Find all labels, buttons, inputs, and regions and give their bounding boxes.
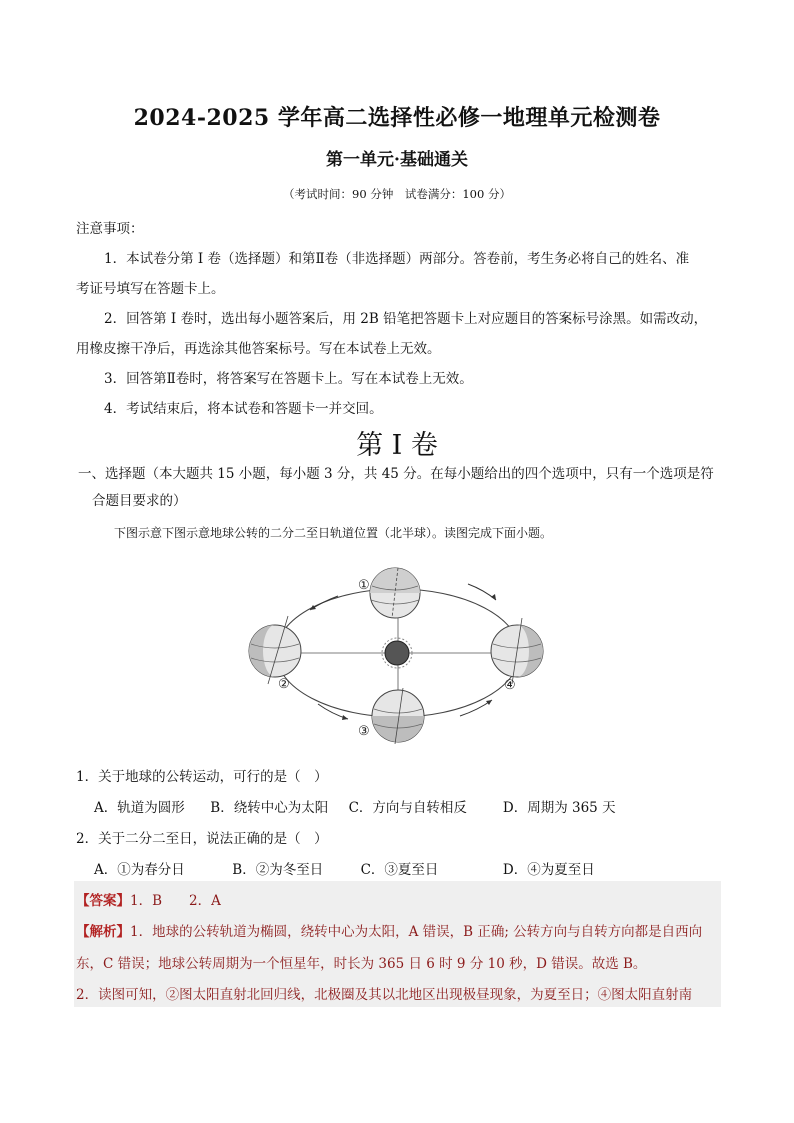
answer-line	[76, 889, 221, 909]
option-c[interactable]: C．③夏至日	[360, 862, 439, 878]
earth-icon	[370, 568, 420, 618]
position-label-4: ④	[504, 678, 516, 693]
analysis-tag: 【解析】	[76, 924, 130, 940]
answer-text: 1．B 2．A	[130, 893, 221, 909]
volume-title: 第 I 卷	[356, 430, 438, 461]
analysis-line: 2．读图可知，②图太阳直射北回归线，北极圈及其以北地区出现极昼现象，为夏至日；④图太阳直射南	[76, 987, 693, 1003]
section-line: 一、选择题（本大题共 15 小题，每小题 3 分，共 45 分。在每小题给出的四个选项中，只有一个选项是符	[78, 466, 714, 482]
earth-orbit-diagram	[240, 556, 560, 748]
analysis-line	[76, 920, 702, 940]
section-heading	[78, 461, 723, 515]
note-item: 4．考试结束后，将本试卷和答题卡一并交回。	[104, 401, 383, 417]
section-line: 合题目要求的）	[92, 493, 187, 509]
option-d[interactable]: D．周期为 365 天	[502, 800, 616, 816]
earth-icon	[491, 618, 543, 684]
option-b[interactable]: B．②为冬至日	[232, 862, 324, 878]
question-stem: 1．关于地球的公转运动，可行的是（ ）	[76, 769, 328, 785]
option-a[interactable]: A．轨道为圆形	[94, 800, 185, 816]
analysis-line: 东，C 错误；地球公转周期为一个恒星年，时长为 365 日 6 时 9 分 10 秒，D 错误。故选 B。	[76, 956, 647, 972]
exam-info: （考试时间：90 分钟 试卷满分：100 分）	[283, 187, 511, 201]
note-item: 3．回答第Ⅱ卷时，将答案写在答题卡上。写在本试卷上无效。	[104, 371, 473, 387]
orbit-arrow	[468, 584, 496, 600]
question-options	[94, 858, 595, 878]
page-subtitle: 第一单元·基础通关	[326, 150, 468, 170]
question-intro: 下图示意下图示意地球公转的二分二至日轨道位置（北半球）。读图完成下面小题。	[114, 526, 553, 540]
earth-icon	[249, 616, 301, 684]
notes-heading: 注意事项：	[76, 221, 144, 237]
position-label-1: ①	[358, 578, 370, 593]
sun-icon	[385, 641, 409, 665]
option-a[interactable]: A．①为春分日	[94, 862, 185, 878]
note-item: 考证号填写在答题卡上。	[76, 281, 225, 297]
note-item: 1．本试卷分第 I 卷（选择题）和第Ⅱ卷（非选择题）两部分。答卷前，考生务必将自己的姓名、准	[104, 251, 690, 267]
position-label-2: ②	[278, 677, 290, 692]
question-stem: 2．关于二分二至日，说法正确的是（ ）	[76, 831, 328, 847]
option-b[interactable]: B．绕转中心为太阳	[210, 800, 329, 816]
notes-block	[76, 214, 721, 424]
question-options	[94, 796, 616, 816]
position-label-3: ③	[358, 724, 370, 739]
earth-icon	[372, 688, 424, 744]
answer-tag: 【答案】	[76, 893, 130, 909]
option-d[interactable]: D．④为夏至日	[502, 862, 595, 878]
analysis-text: 1．地球的公转轨道为椭圆，绕转中心为太阳，A 错误，B 正确; 公转方向与自转方向都是自西向	[130, 924, 703, 940]
option-c[interactable]: C．方向与自转相反	[348, 800, 467, 816]
page-title: 2024-2025 学年高二选择性必修一地理单元检测卷	[133, 105, 661, 131]
note-item: 用橡皮擦干净后，再选涂其他答案标号。写在本试卷上无效。	[76, 341, 441, 357]
note-item: 2．回答第 I 卷时，选出每小题答案后，用 2B 铅笔把答题卡上对应题目的答案标号涂黑。如需改动，	[104, 311, 708, 327]
